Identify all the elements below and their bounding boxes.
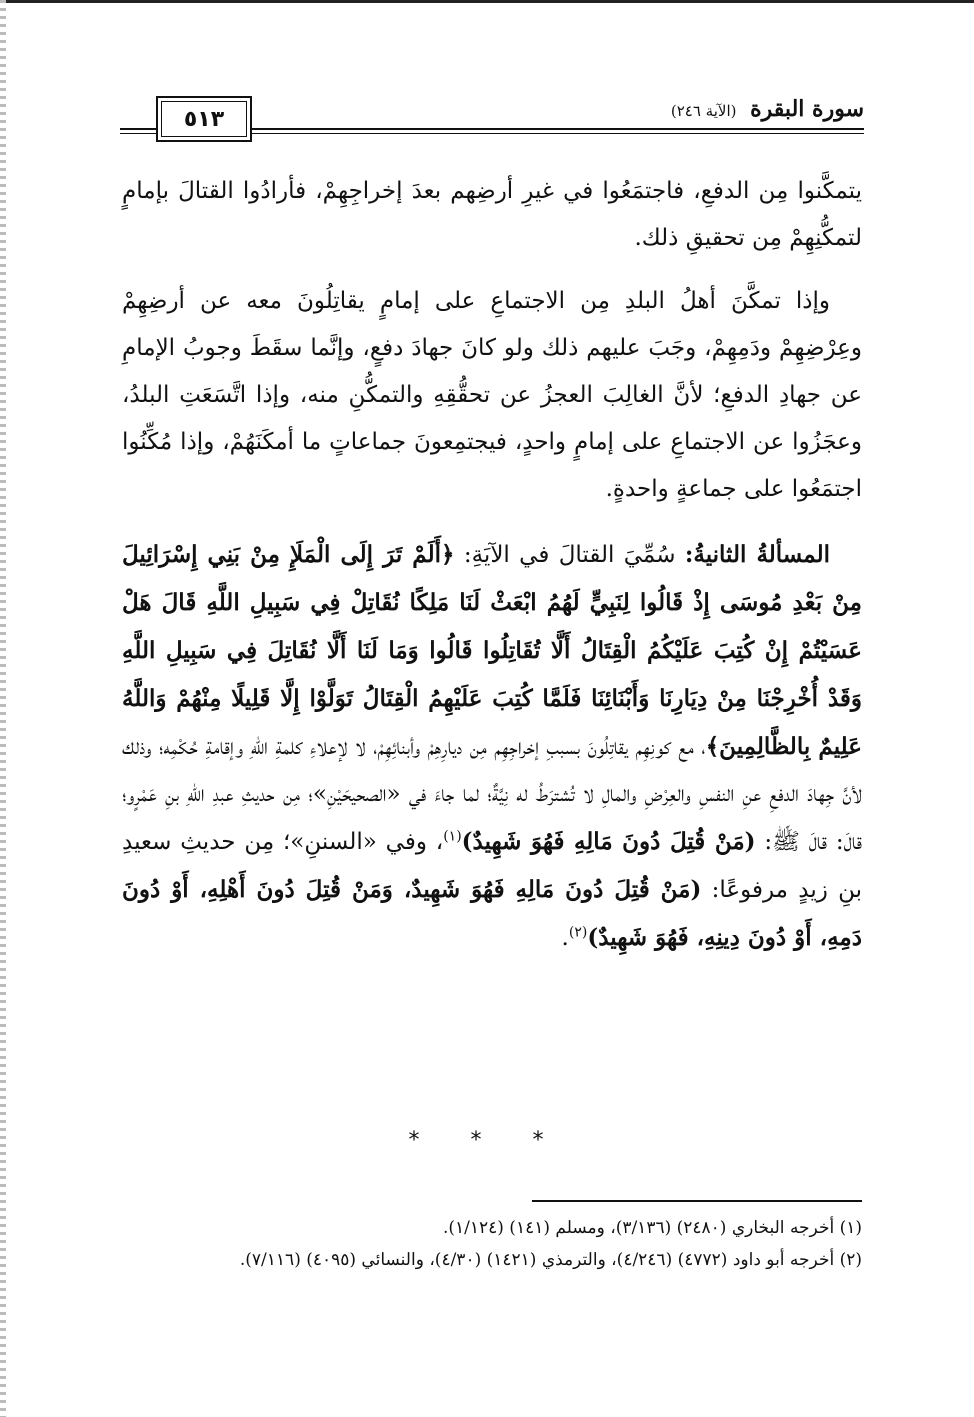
section-separator: * * * xyxy=(408,1128,566,1153)
footnotes xyxy=(122,1212,862,1276)
quran-verse: ﴿أَلَمْ تَرَ إِلَى الْمَلَإِ مِنْ بَنِي إِسْرَائِيلَ مِنْ بَعْدِ مُوسَى إِذْ قَالُوا لِنَبِيٍّ لَهُمُ ابْعَثْ لَنَا مَلِكًا نُقَاتِلْ فِي سَبِيلِ اللَّهِ قَالَ هَلْ عَسَيْتُمْ إِنْ كُتِبَ عَلَيْكُمُ الْقِتَالُ أَلَّا تُقَاتِلُوا قَالُوا وَمَا لَنَا أَلَّا نُقَاتِلَ فِي سَبِيلِ اللَّهِ وَقَدْ أُخْرِجْنَا مِنْ دِيَارِنَا وَأَبْنَائِنَا فَلَمَّا كُتِبَ عَلَيْهِمُ الْقِتَالُ تَوَلَّوْا إِلَّا قَلِيلًا مِنْهُمْ وَاللَّهُ عَلِيمٌ بِالظَّالِمِينَ﴾ xyxy=(122,541,863,760)
main-text xyxy=(122,168,862,962)
page-header xyxy=(120,96,864,144)
scan-edge xyxy=(0,0,6,1417)
footnote-ref-1: (١) xyxy=(443,828,462,845)
intro-text: سُمِّيَ القتالَ في الآيَةِ: xyxy=(454,542,685,568)
paragraph-2: وإذا تمكَّنَ أهلُ البلدِ مِن الاجتماعِ على إمامٍ يقاتِلُونَ معه عن أرضِهِمْ وعِرْضِهِمْ ودَمِهِمْ، وجَبَ عليهم ذلك ولو كانَ جهادَ دفعٍ، وإنَّما سقَطَ وجوبُ الإمامِ عن جهادِ الدفعِ؛ لأنَّ الغالِبَ العجزُ عن تحقُّقِهِ والتمكُّنِ منه، وإذا اتَّسَعَتِ البلدُ، وعجَزُوا عن الاجتماعِ على إمامٍ واحدٍ، فيجتمِعونَ جماعاتٍ ما أمكَنَهُمْ، وإذا مُكِّنُوا اجتمَعُوا على جماعةٍ واحدةٍ. xyxy=(122,288,862,502)
sunan-text: ، وفي «السننِ»؛ مِن حديثِ سعيدِ بنِ زيدٍ مرفوعًا: xyxy=(122,829,862,903)
surah-title: سورة البقرة xyxy=(750,96,864,122)
footnote-rule xyxy=(532,1200,862,1202)
footnote-ref-2: (٢) xyxy=(568,924,588,941)
footnote-1: (١) أخرجه البخاري (٢٤٨٠) (٣/١٣٦)، ومسلم (١٤١) (١/١٢٤). xyxy=(442,1218,862,1238)
paragraph-1: يتمكَّنوا مِن الدفعِ، فاجتمَعُوا في غيرِ أرضِهم بعدَ إخراجِهِمْ، فأرادُوا القتالَ بإمامٍ لتمكُّنِهِمْ مِن تحقيقِ ذلك. xyxy=(122,178,862,251)
page-number: ٥١٣ xyxy=(161,101,247,137)
running-title xyxy=(661,96,864,122)
section-heading: المسألةُ الثانيةُ: xyxy=(684,541,831,568)
hadith-2: (مَنْ قُتِلَ دُونَ مَالِهِ فَهُوَ شَهِيدٌ، وَمَنْ قُتِلَ دُونَ أَهْلِهِ، أَوْ دُونَ دَمِهِ، أَوْ دُونَ دِينِهِ، فَهُوَ شَهِيدٌ) xyxy=(122,876,862,951)
commentary-text: ، مع كونِهِم يقاتِلُونَ بسببِ إخراجِهِم مِن ديارِهِمْ وأبنائِهِمْ، لا لإعلاءِ كلمةِ اللهِ وإقامةِ حُكْمِه؛ وذلك لأنَّ جِهادَ الدفعِ عنِ النفسِ والعِرْضِ والمالِ لا تُشترَطُ له نِيَّةٌ؛ لما جاءَ في «الصحيحَيْنِ»؛ مِن حديثِ عبدِ اللهِ بنِ عَمْرٍو؛ قالَ: قالَ ﷺ: xyxy=(122,734,862,855)
top-border xyxy=(0,0,974,3)
verse-reference: (الآية ٢٤٦) xyxy=(670,102,737,120)
paragraph-3 xyxy=(122,531,862,962)
hadith-1: (مَنْ قُتِلَ دُونَ مَالِهِ فَهُوَ شَهِيدٌ) xyxy=(461,828,756,855)
footnote-2: (٢) أخرجه أبو داود (٤٧٧٢) (٤/٢٤٦)، والترمذي (١٤٢١) (٤/٣٠)، والنسائي (٤٠٩٥) (٧/١١٦). xyxy=(239,1250,862,1270)
page-number-box xyxy=(156,96,252,142)
paragraph-end: . xyxy=(561,925,569,951)
